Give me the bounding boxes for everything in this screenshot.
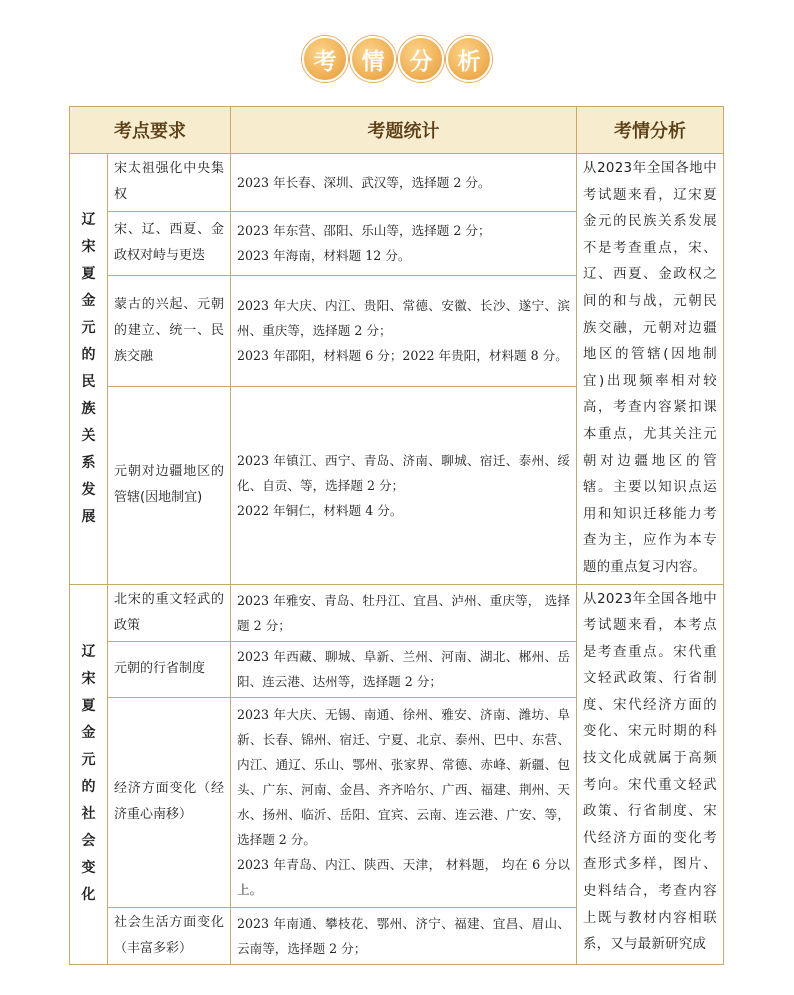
title-char: 情 — [350, 36, 396, 82]
statistics-cell — [231, 275, 577, 386]
requirement-cell: 北宋的重文轻武的政策 — [108, 584, 231, 641]
statistics-cell — [231, 697, 577, 907]
table-row — [70, 584, 724, 641]
title-char: 析 — [446, 36, 492, 82]
requirement-cell: 社会生活方面变化（丰富多彩） — [108, 907, 231, 964]
statistics-line: 2023 年大庆、无锡、南通、徐州、雅安、济南、潍坊、阜新、长春、锦州、宿迁、宁夏、北京、泰州、巴中、东营、内江、通辽、乐山、鄂州、张家界、常德、赤峰、新疆、包头、广东、河南、金昌、齐齐哈尔、广西、福建、荆州、天水、扬州、临沂、岳阳、宜宾、云南、连云港、广安、等，选择题 2 分。 — [237, 707, 570, 847]
header-analysis: 考情分析 — [577, 107, 724, 154]
statistics-cell — [231, 154, 577, 212]
title-char: 考 — [302, 36, 348, 82]
analysis-cell: 从2023年全国各地中考试题来看，辽宋夏金元的民族关系发展不是考查重点，宋、辽、西夏、金政权之间的和与战，元朝民族交融，元朝对边疆地区的管辖(因地制宜)出现频率相对较高，考查内容紧扣课本重点，尤其关注元朝对边疆地区的管辖。主要以知识点运用和知识迁移能力考查为主，应作为本专题的重点复习内容。 — [577, 154, 724, 585]
requirement-cell: 元朝对边疆地区的管辖(因地制宜) — [108, 386, 231, 584]
header-statistics: 考题统计 — [231, 107, 577, 154]
statistics-line: 2023 年邵阳，材料题 6 分；2022 年贵阳，材料题 8 分。 — [237, 348, 568, 364]
section-label: 辽宋夏金元的社会变化 — [70, 584, 108, 964]
statistics-line: 2023 年雅安、青岛、牡丹江、宜昌、泸州、重庆等， 选择题 2 分； — [237, 592, 570, 633]
table-row — [70, 154, 724, 212]
requirement-cell: 宋、辽、西夏、金政权对峙与更迭 — [108, 211, 231, 275]
statistics-line: 2023 年长春、深圳、武汉等，选择题 2 分。 — [237, 174, 491, 190]
statistics-cell — [231, 584, 577, 641]
requirement-cell: 宋太祖强化中央集权 — [108, 154, 231, 212]
table-header-row — [70, 107, 724, 154]
requirement-cell: 经济方面变化（经济重心南移） — [108, 697, 231, 907]
header-requirement: 考点要求 — [70, 107, 231, 154]
title-char: 分 — [398, 36, 444, 82]
statistics-line: 2023 年西藏、聊城、阜新、兰州、河南、湖北、郴州、岳阳、连云港、达州等，选择题 2 分； — [237, 649, 570, 689]
analysis-table — [69, 106, 724, 965]
requirement-cell: 蒙古的兴起、元朝的建立、统一、民族交融 — [108, 275, 231, 386]
statistics-cell — [231, 211, 577, 275]
statistics-cell — [231, 907, 577, 964]
statistics-line: 2022 年铜仁，材料题 4 分。 — [237, 502, 403, 518]
section-label: 辽宋夏金元的民族关系发展 — [70, 154, 108, 585]
analysis-text: 从2023年全国各地中考试题来看，本考点是考查重点。宋代重文轻武政策、行省制度、宋代经济方面的变化、宋元时期的科技文化成就属于高频考向。宋代重文轻武政策、行省制度、宋代经济方面的变化考查形式多样，图片、史料结合，考查内容上既与教材内容相联系，又与最新研究成 — [583, 591, 717, 953]
statistics-line: 2023 年海南，材料题 12 分。 — [237, 248, 411, 264]
statistics-cell — [231, 641, 577, 697]
statistics-line: 2023 年青岛、内江、陕西、天津， 材料题， 均在 6 分以上。 — [237, 857, 570, 897]
statistics-line: 2023 年南通、攀枝花、鄂州、济宁、福建、宜昌、眉山、云南等，选择题 2 分； — [237, 915, 570, 956]
requirement-cell: 元朝的行省制度 — [108, 641, 231, 697]
statistics-line: 2023 年镇江、西宁、青岛、济南、聊城、宿迁、泰州、绥化、自贡、等，选择题 2 分； — [237, 452, 570, 493]
analysis-cell — [577, 584, 724, 964]
page-title — [0, 36, 794, 80]
statistics-line: 2023 年东营、邵阳、乐山等，选择题 2 分； — [237, 223, 491, 239]
statistics-line: 2023 年大庆、内江、贵阳、常德、安徽、长沙、遂宁、滨州、重庆等，选择题 2 分； — [237, 298, 570, 339]
statistics-cell — [231, 386, 577, 584]
